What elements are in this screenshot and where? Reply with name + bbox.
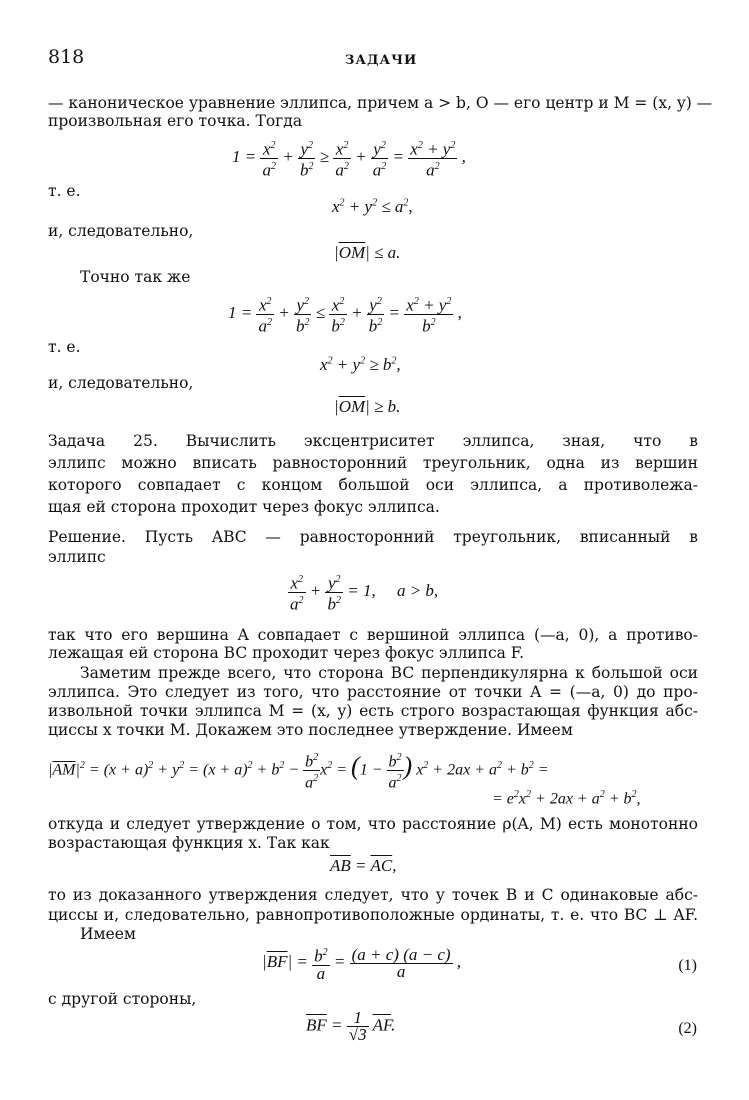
equation-number: (2) — [678, 1020, 697, 1037]
text-line: щая ей сторона проходит через фокус эллипса. — [48, 498, 440, 516]
text-line: возрастающая функция x. Так как — [48, 834, 330, 852]
text-line: извольной точки эллипса M = (x, y) есть строго возрастающая функция абс- — [48, 702, 698, 720]
text-line: эллипса. Это следует из того, что расстояние от точки A = (—a, 0) до про- — [48, 683, 698, 701]
formula: $|\overline{BF}|$ = $\frac{b^2}{a}$ = $\frac{(a + c) (a - c)}{a}$ , — [262, 944, 462, 983]
text-line: — каноническое уравнение эллипса, причем a > b, O — его центр и M = (x, y) — — [48, 94, 713, 112]
text-line: откуда и следует утверждение о том, что расстояние ρ(A, M) есть монотонно — [48, 815, 698, 833]
formula: 1 = $\frac{x^2}{a^2}$ + $\frac{y^2}{b^2}$ ≤ $\frac{x^2}{b^2}$ + $\frac{y^2}{b^2}$ = $\frac{x^2 + y^2}{b^2}$ , — [228, 295, 462, 336]
text-line: эллипс — [48, 548, 106, 566]
formula: 1 = $\frac{x^2}{a^2}$ + $\frac{y^2}{b^2}$ ≥ $\frac{x^2}{a^2}$ + $\frac{y^2}{a^2}$ = $\frac{x^2 + y^2}{a^2}$ , — [232, 139, 466, 180]
text-line: Имеем — [80, 925, 136, 943]
text-line: которого совпадает с концом большой оси эллипса, а противолежа- — [48, 476, 698, 494]
text-line: то из доказанного утверждения следует, что у точек B и C одинаковые абс- — [48, 886, 698, 904]
text-line: произвольная его точка. Тогда — [48, 112, 303, 130]
formula: $x^2 + y^2 \ge b^2$, — [320, 355, 401, 374]
text-line: Решение. Пусть ABC — равносторонний треугольник, вписанный в — [48, 528, 698, 546]
text-line: эллипс можно вписать равносторонний треугольник, одна из вершин — [48, 454, 698, 472]
text-line: Заметим прежде всего, что сторона BC перпендикулярна к большой оси — [80, 664, 698, 682]
formula: $|\overline{OM}| \ge b$. — [334, 397, 401, 416]
formula: = $e^2x^2 + 2ax + a^2 + b^2$, — [492, 789, 641, 808]
equation-number: (1) — [678, 957, 697, 974]
formula: $x^2 + y^2 \le a^2$, — [332, 197, 413, 216]
text-line: и, следовательно, — [48, 222, 194, 240]
formula: $\frac{x^2}{a^2}$ + $\frac{y^2}{b^2}$ = 1, a > b, — [290, 573, 439, 614]
page-number: 818 — [48, 46, 85, 68]
text-line: Задача 25. Вычислить эксцентриситет эллипса, зная, что в — [48, 432, 698, 450]
text-line: т. е. — [48, 182, 81, 200]
text-line: и, следовательно, — [48, 374, 194, 392]
text-line: лежащая ей сторона BC проходит через фокус эллипса F. — [48, 644, 525, 662]
text-line: с другой стороны, — [48, 990, 197, 1008]
formula: $\overline{BF}$ = $\frac{1}{√3}$ $\overline{AF}$. — [306, 1008, 396, 1044]
text-line: Точно так же — [80, 268, 191, 286]
text-line: циссы и, следовательно, равнопротивоположные ординаты, т. е. что BC ⊥ AF. — [48, 906, 698, 924]
formula: $|\overline{AM}|^2 = (x + a)^2 + y^2 = (x + a)^2 + b^2$ − $\frac{b^2}{a^2}$ $x^2 = (1$ − $\frac{b^2}{a^2}$ ) $x^2 + 2ax + a^2 + b^2$ = — [48, 751, 549, 792]
formula: $\overline{AB} = \overline{AC}$, — [330, 856, 397, 875]
text-line: циссы x точки M. Докажем это последнее утверждение. Имеем — [48, 721, 573, 739]
formula: $|\overline{OM}| \le a$. — [334, 243, 401, 262]
running-title: ЗАДАЧИ — [345, 53, 418, 68]
text-line: так что его вершина A совпадает с вершиной эллипса (—a, 0), а противо- — [48, 626, 698, 644]
text-line: т. е. — [48, 338, 81, 356]
